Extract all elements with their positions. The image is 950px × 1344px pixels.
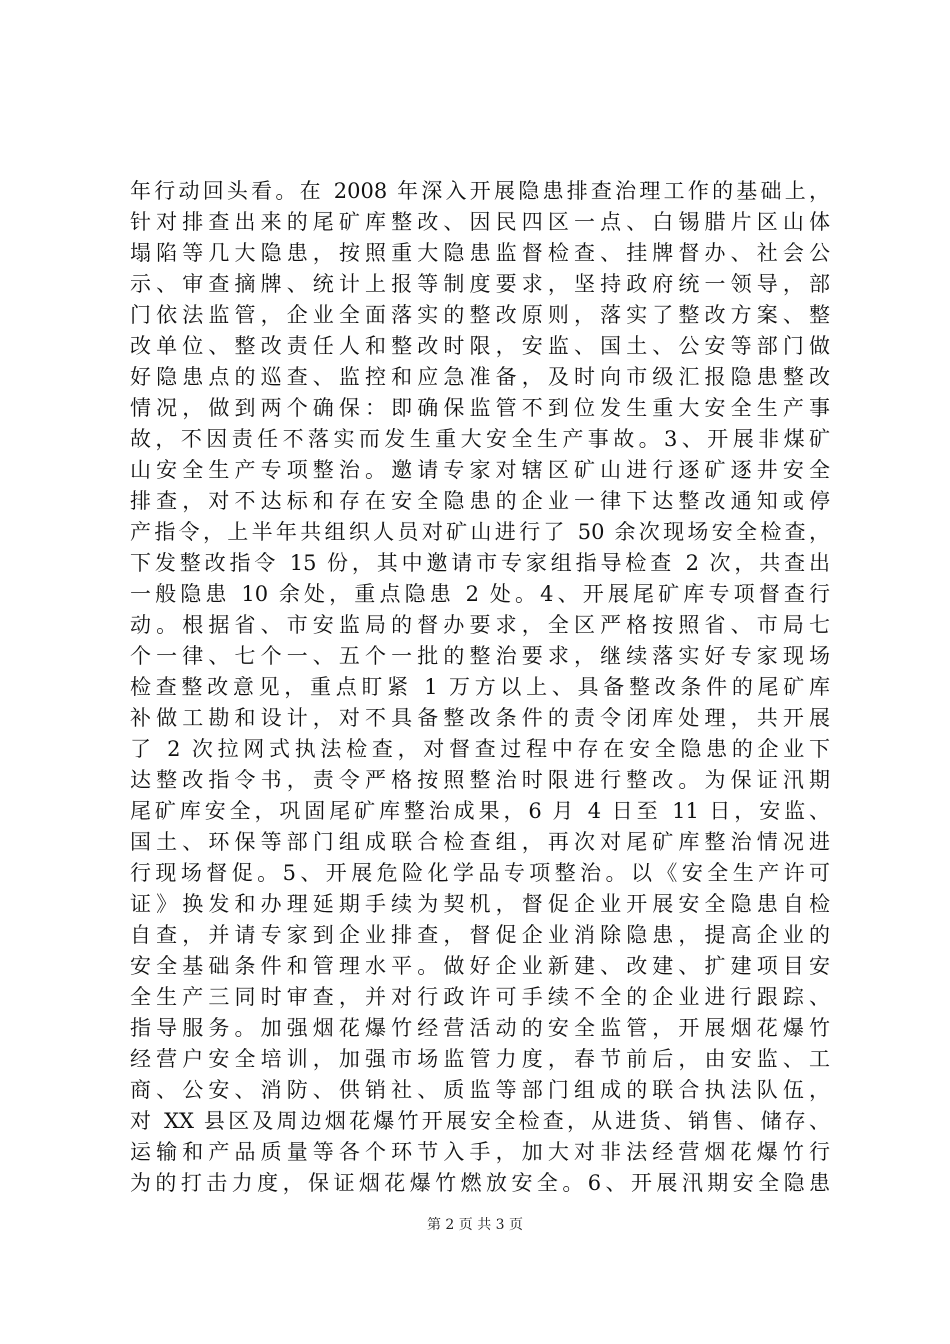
text-line: 国土、环保等部门组成联合检查组，再次对尾矿库整治情况进 [130,830,830,854]
text-line: 情况，做到两个确保：即确保监管不到位发生重大安全生产事 [130,396,830,420]
text-line: 一般隐患 10 余处，重点隐患 2 处。4、开展尾矿库专项督查行 [130,582,830,606]
text-line: 为的打击力度，保证烟花爆竹燃放安全。6、开展汛期安全隐患 [130,1171,830,1195]
text-line: 对 XX 县区及周边烟花爆竹开展安全检查，从进货、销售、储存、 [130,1109,830,1133]
text-line: 下发整改指令 15 份，其中邀请市专家组指导检查 2 次，共查出 [130,551,830,575]
text-line: 故，不因责任不落实而发生重大安全生产事故。3、开展非煤矿 [130,427,830,451]
text-line: 塌陷等几大隐患，按照重大隐患监督检查、挂牌督办、社会公 [130,241,830,265]
body-text [130,176,830,1199]
text-line: 指导服务。加强烟花爆竹经营活动的安全监管，开展烟花爆竹 [130,1016,830,1040]
text-line: 门依法监管，企业全面落实的整改原则，落实了整改方案、整 [130,303,830,327]
text-line: 商、公安、消防、供销社、质监等部门组成的联合执法队伍， [130,1078,830,1102]
text-line: 运输和产品质量等各个环节入手，加大对非法经营烟花爆竹行 [130,1140,830,1164]
text-line: 山安全生产专项整治。邀请专家对辖区矿山进行逐矿逐井安全 [130,458,830,482]
text-line: 全生产三同时审查，并对行政许可手续不全的企业进行跟踪、 [130,985,830,1009]
text-line: 自查，并请专家到企业排查，督促企业消除隐患，提高企业的 [130,923,830,947]
text-line: 好隐患点的巡查、监控和应急准备，及时向市级汇报隐患整改 [130,365,830,389]
text-line: 动。根据省、市安监局的督办要求，全区严格按照省、市局七 [130,613,830,637]
text-line: 个一律、七个一、五个一批的整治要求，继续落实好专家现场 [130,644,830,668]
text-line: 改单位、整改责任人和整改时限，安监、国土、公安等部门做 [130,334,830,358]
text-line: 年行动回头看。在 2008 年深入开展隐患排查治理工作的基础上， [130,179,830,203]
page-footer: 第 2 页 共 3 页 [426,1217,524,1233]
text-line: 针对排查出来的尾矿库整改、因民四区一点、白锡腊片区山体 [130,210,830,234]
text-line: 行现场督促。5、开展危险化学品专项整治。以《安全生产许可 [130,861,830,885]
text-line: 尾矿库安全，巩固尾矿库整治成果，6 月 4 日至 11 日，安监、 [130,799,830,823]
text-line: 检查整改意见，重点盯紧 1 万方以上、具备整改条件的尾矿库 [130,675,830,699]
text-line: 补做工勘和设计，对不具备整改条件的责令闭库处理，共开展 [130,706,830,730]
text-line: 安全基础条件和管理水平。做好企业新建、改建、扩建项目安 [130,954,830,978]
text-line: 产指令，上半年共组织人员对矿山进行了 50 余次现场安全检查， [130,520,830,544]
text-line: 示、审查摘牌、统计上报等制度要求，坚持政府统一领导，部 [130,272,830,296]
text-line: 达整改指令书，责令严格按照整治时限进行整改。为保证汛期 [130,768,830,792]
text-line: 经营户安全培训，加强市场监管力度，春节前后，由安监、工 [130,1047,830,1071]
text-line: 证》换发和办理延期手续为契机，督促企业开展安全隐患自检 [130,892,830,916]
text-line: 排查，对不达标和存在安全隐患的企业一律下达整改通知或停 [130,489,830,513]
text-line: 了 2 次拉网式执法检查，对督查过程中存在安全隐患的企业下 [130,737,830,761]
